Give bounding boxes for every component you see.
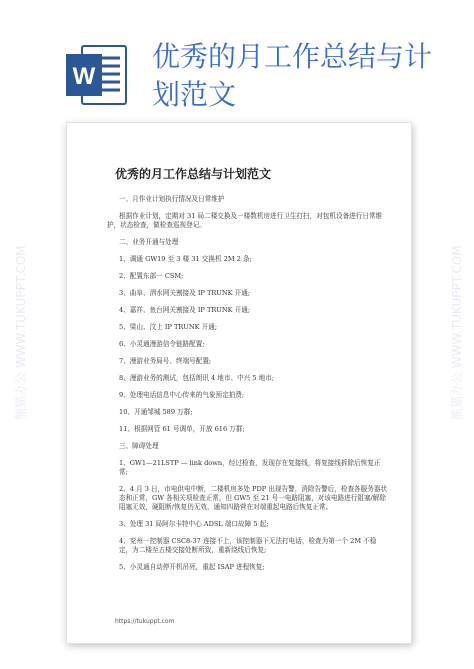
fault-item-1: 1、GW1—21LSTP — link down，经过检查，发现存在复接线，将复接线拆除后恢复正常; (119, 459, 381, 476)
list-item-6: 6、小灵通漫游信令链路配置; (119, 340, 205, 348)
section-heading-2: 二、业务开通与处理 (119, 238, 179, 246)
fault-item-5: 5、小灵通自动停开机吊死，重起 ISAP 进程恢复; (119, 563, 265, 571)
list-item-9: 9、处理电话信息中心传来的气象预定拍费; (119, 391, 245, 399)
fault-item-3: 3、处理 31 局阿尔卡特中心 ADSL 端口故障 5 起; (119, 520, 269, 528)
list-item-2: 2、配置东部一 CSM; (119, 272, 184, 280)
page-title: 优秀的月工作总结与计划范文 (152, 40, 433, 111)
list-item-4: 4、嘉祥、鱼台网关割接及 IP TRUNK 开通; (119, 306, 251, 314)
section-heading-3: 三、障碍处理 (119, 442, 159, 450)
document-content (107, 195, 389, 580)
section-heading-1: 一、月作业计划执行情况及日常维护 (119, 195, 225, 203)
footer-url: https://tukuppt.com (115, 618, 175, 625)
list-item-10: 10、开通邹城 589 万群; (119, 408, 193, 416)
svg-text:W: W (72, 63, 96, 90)
list-item-5: 5、梁山、汶上 IP TRUNK 开通; (119, 323, 218, 331)
word-document-icon (64, 44, 128, 106)
watermark-left: 熊猫办公 WWW.TUKUPPT.COM (14, 245, 28, 420)
list-item-3: 3、曲阜、泗水网关割接及 IP TRUNK 开通; (119, 289, 251, 297)
fault-item-2: 2、4 月 3 日，市电供电中断，二楼机房多处 PDP 出现告警，消除告警后，检查各服务器状态和正常，GW 各相关项检查正常，但 GW5 至 21 号一电路阻塞，对该电路进行阻塞/解除阻塞无效，硬阻断/恢复仍无效，通知四路营在对端重起电路后恢复正常。 (119, 485, 388, 511)
watermark-right: 熊猫办公 WWW.TUKUPPT.COM (450, 245, 464, 420)
list-item-8: 8、漫游业务的测试，包括朗讯 4 地市、中兴 5 地市; (119, 374, 275, 382)
list-item-11: 11、根据网管 61 号调单，开放 616 万群; (119, 425, 245, 433)
document-page (66, 122, 412, 644)
list-item-7: 7、漫游业务局号、终端号配置; (119, 357, 212, 365)
list-item-1: 1、调通 GW19 至 3 楼 31 交换机 2M 2 条; (119, 255, 252, 263)
paragraph-1: 根据作业计划，定期对 31 局二楼交换及一楼数机房进行卫生打扫，对包机设备进行日常维护，状态检查，做检查巡视登记。 (107, 212, 383, 229)
fault-item-4: 4、兖州一控制器 CSC8-37 连接不上，该控制器下无法打电话，检查为第一个 2M 不稳定，为二楼至五楼交接处断所致，重新绕线后恢复; (119, 537, 377, 554)
document-title: 优秀的月工作总结与计划范文 (115, 167, 272, 181)
